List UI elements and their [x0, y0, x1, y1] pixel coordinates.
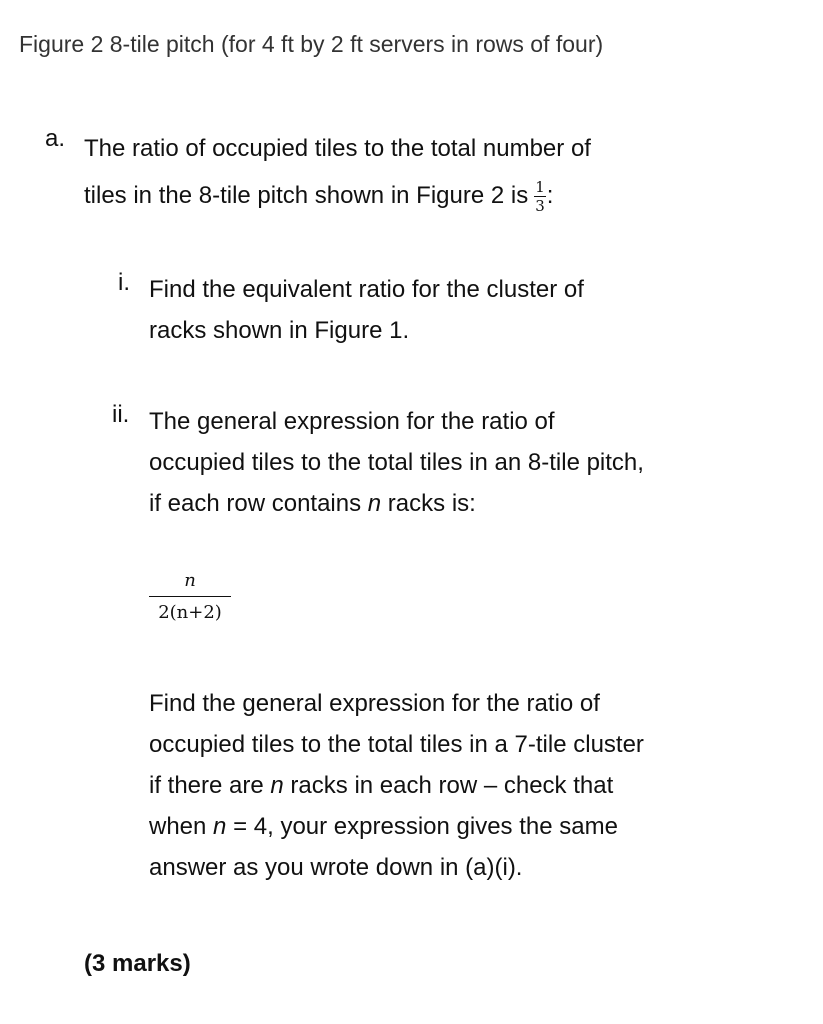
task-line-3-post: racks in each row – check that	[283, 772, 614, 799]
variable-n: n	[270, 772, 284, 799]
ratio-numerator: 1	[535, 178, 545, 197]
ratio-colon: :	[546, 182, 554, 209]
figure-caption: Figure 2 8-tile pitch (for 4 ft by 2 ft servers in rows of four)	[19, 31, 604, 57]
part-i-line-2: racks shown in Figure 1.	[149, 317, 410, 344]
part-a-line-2-text: tiles in the 8-tile pitch shown in Figure 2 is	[84, 182, 529, 209]
part-i-label: i.	[118, 269, 130, 296]
task-line-1: Find the general expression for the ratio of	[149, 690, 600, 717]
part-ii-line-3-pre: if each row contains	[149, 490, 368, 517]
part-ii-text	[149, 401, 789, 524]
variable-n: n	[213, 813, 227, 840]
ratio-denominator: 3	[535, 197, 545, 216]
task-line-5: answer as you wrote down in (a)(i).	[149, 854, 523, 881]
variable-n: n	[367, 490, 382, 517]
part-a-label: a.	[45, 125, 66, 152]
expression-denominator: 2(n+2)	[158, 602, 222, 623]
task-line-4-pre: when	[149, 813, 214, 840]
part-i-line-1: Find the equivalent ratio for the cluster of	[149, 276, 584, 303]
part-ii-line-3-post: racks is:	[381, 490, 476, 517]
general-expression-fraction	[149, 570, 231, 623]
part-a-line-1: The ratio of occupied tiles to the total number of	[84, 135, 591, 162]
task-line-2: occupied tiles to the total tiles in a 7-tile cluster	[149, 731, 644, 758]
part-a-text	[84, 125, 784, 219]
part-i-text	[149, 269, 789, 351]
task-line-3	[149, 765, 789, 806]
task-text	[149, 683, 789, 888]
task-line-4	[149, 806, 789, 847]
part-ii-label: ii.	[112, 401, 130, 428]
marks-label: (3 marks)	[84, 950, 191, 977]
part-a-line-2	[84, 172, 784, 219]
part-ii-line-1: The general expression for the ratio of	[149, 408, 555, 435]
part-ii-line-3	[149, 483, 789, 524]
ratio-fraction	[534, 179, 546, 214]
expression-numerator: n	[149, 570, 231, 597]
task-line-3-pre: if there are	[149, 772, 271, 799]
task-line-4-post: = 4, your expression gives the same	[226, 813, 618, 840]
part-ii-line-2: occupied tiles to the total tiles in an 8-tile pitch,	[149, 449, 644, 476]
